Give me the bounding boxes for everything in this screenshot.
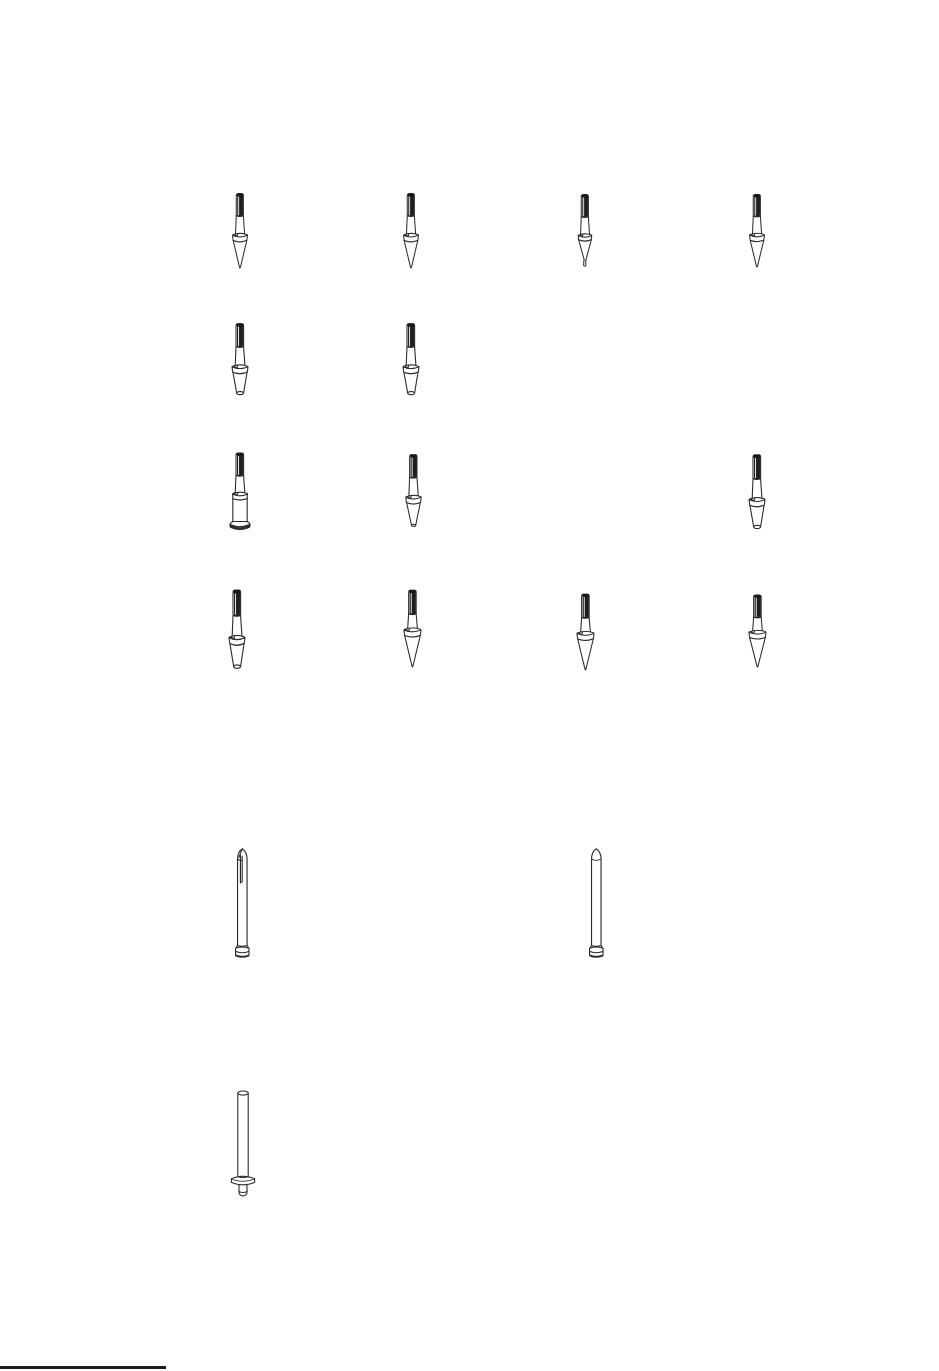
rod-figure-3: [226, 1087, 260, 1213]
pin-figure-12: [570, 591, 601, 672]
pin-figure-10: [221, 586, 253, 672]
pin-figure-9: [741, 451, 773, 532]
pin-figure-2: [396, 190, 426, 271]
pin-figure-5: [224, 320, 256, 398]
pin-figure-8: [398, 451, 429, 530]
pin-figure-11: [397, 587, 428, 669]
pin-figure-6: [395, 320, 427, 398]
pin-figure-7: [223, 449, 257, 533]
rod-figure-2: [582, 846, 611, 964]
pin-figure-13: [742, 592, 773, 669]
footer-rule: [0, 1366, 166, 1369]
pin-figure-1: [225, 190, 255, 271]
pin-figure-3: [570, 191, 600, 272]
pin-figure-4: [742, 191, 772, 270]
rod-figure-1: [228, 846, 257, 964]
